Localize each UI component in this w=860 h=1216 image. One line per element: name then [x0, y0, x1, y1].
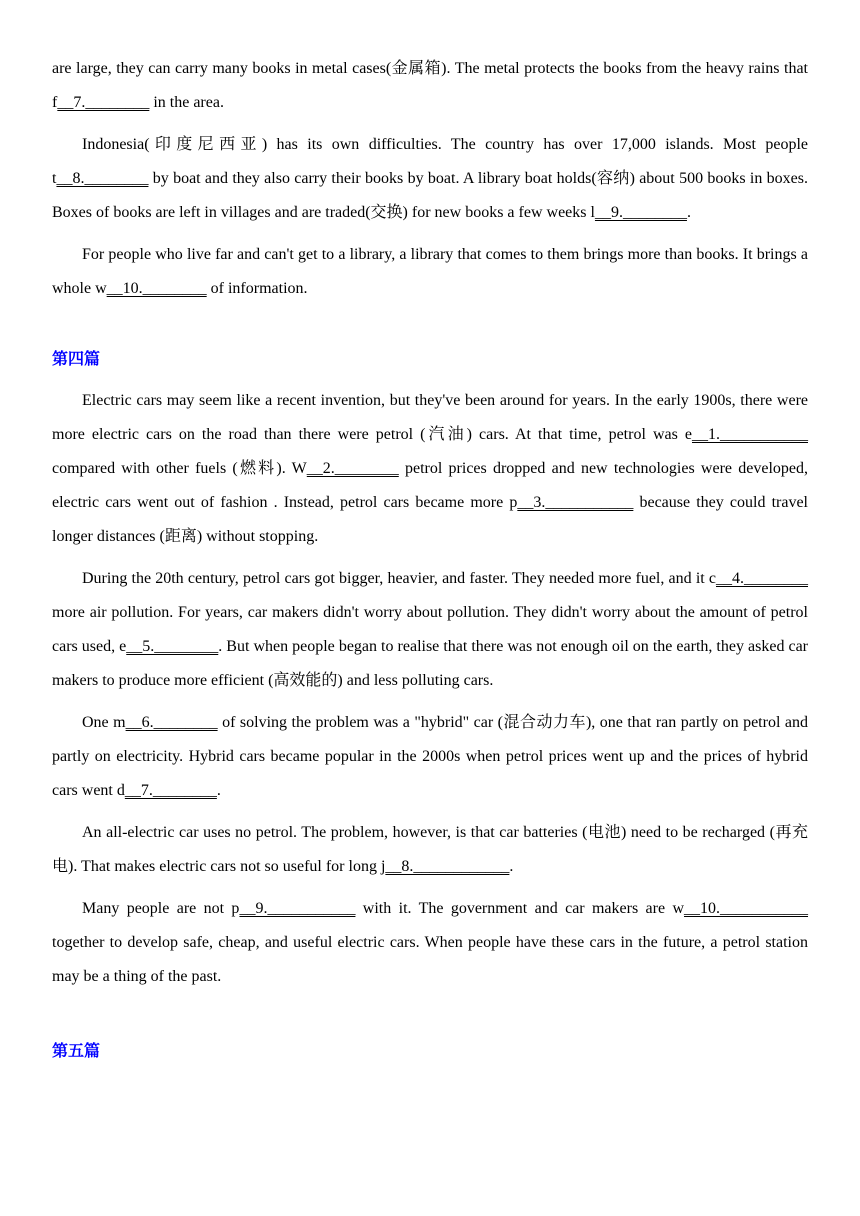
paragraph-text: An all-electric car uses no petrol. The problem, however, is that car batteries (电池) need to be recharged (再充电). That makes electric cars not so useful for long j — [52, 824, 808, 875]
paragraph-text: are large, they can carry many books in metal cases(金属箱). The metal protects the books from the heavy rains that f — [52, 60, 808, 111]
paragraph-text: because they could travel longer distances (距离) without stopping. — [52, 494, 808, 545]
paragraph-text: of information. — [206, 280, 308, 297]
paragraph-indonesia — [52, 128, 808, 230]
answer-blank-6[interactable]: __6.________ — [125, 714, 218, 731]
paragraph-text: together to develop safe, cheap, and useful electric cars. When people have these cars in the future, a petrol station may be a thing of the past. — [52, 934, 808, 985]
paragraph-future — [52, 892, 808, 994]
answer-blank-7[interactable]: __7.________ — [57, 94, 150, 111]
paragraph-electric-history — [52, 384, 808, 554]
answer-blank-5[interactable]: __5.________ — [126, 638, 219, 655]
paragraph-text: For people who live far and can't get to a library, a library that comes to them brings more than books. It brings a whole w — [52, 246, 808, 297]
paragraph-text: Many people are not p — [82, 900, 240, 917]
paragraph-text: One m — [82, 714, 126, 731]
paragraph-text: . But when people began to realise that there was not enough oil on the earth, they asked car makers to produce more efficient (高效能的) and less polluting cars. — [52, 638, 809, 689]
answer-blank-10[interactable]: __10.___________ — [684, 900, 809, 917]
paragraph-text: Electric cars may seem like a recent invention, but they've been around for years. In the early 1900s, there were more electric cars on the road than there were petrol (汽油) cars. At that time, petrol was e — [52, 392, 808, 443]
paragraph-text: petrol prices dropped and new technologies were developed, electric cars went out of fashion . Instead, petrol cars became more p — [52, 460, 808, 511]
paragraph-text: with it. The government and car makers are w — [355, 900, 685, 917]
answer-blank-9[interactable]: __9.___________ — [239, 900, 356, 917]
paragraph-all-electric — [52, 816, 808, 884]
paragraph-20th-century — [52, 562, 808, 698]
paragraph-text: . — [509, 858, 514, 875]
paragraph-text: Indonesia(印度尼西亚) has its own difficulties. The country has over 17,000 islands. Most people t — [52, 136, 808, 187]
paragraph-library-cases — [52, 52, 808, 120]
paragraph-far-away — [52, 238, 808, 306]
answer-blank-7[interactable]: __7.________ — [124, 782, 217, 799]
paragraph-hybrid — [52, 706, 808, 808]
section-heading-4: 第四篇 — [52, 349, 101, 368]
answer-blank-9[interactable]: __9.________ — [594, 204, 687, 221]
paragraph-text: During the 20th century, petrol cars got bigger, heavier, and faster. They needed more fuel, and it c — [82, 570, 716, 587]
answer-blank-4[interactable]: __4.________ — [716, 570, 808, 587]
paragraph-text: in the area. — [149, 94, 224, 111]
paragraph-text: compared with other fuels (燃料). W — [52, 460, 307, 477]
paragraph-text: of solving the problem was a "hybrid" car (混合动力车), one that ran partly on petrol and partly on electricity. Hybrid cars became popular in the 2000s when petrol prices went up and the prices of hybrid cars went d — [52, 714, 808, 799]
answer-blank-8[interactable]: __8.____________ — [385, 858, 510, 875]
answer-blank-10[interactable]: __10.________ — [106, 280, 207, 297]
answer-blank-3[interactable]: __3.___________ — [517, 494, 634, 511]
section-heading-5: 第五篇 — [52, 1041, 101, 1060]
paragraph-text: by boat and they also carry their books by boat. A library boat holds(容纳) about 500 books in boxes. Boxes of books are left in villages and are traded(交换) for new books a few weeks l — [52, 170, 808, 221]
answer-blank-2[interactable]: __2.________ — [306, 460, 399, 477]
answer-blank-1[interactable]: __1.___________ — [692, 426, 808, 443]
answer-blank-8[interactable]: __8.________ — [56, 170, 149, 187]
paragraph-text: more air pollution. For years, car makers didn't worry about pollution. They didn't worry about the amount of petrol cars used, e — [52, 604, 808, 655]
paragraph-text: . — [216, 782, 221, 799]
document-page — [52, 52, 808, 1068]
paragraph-text: . — [686, 204, 691, 221]
